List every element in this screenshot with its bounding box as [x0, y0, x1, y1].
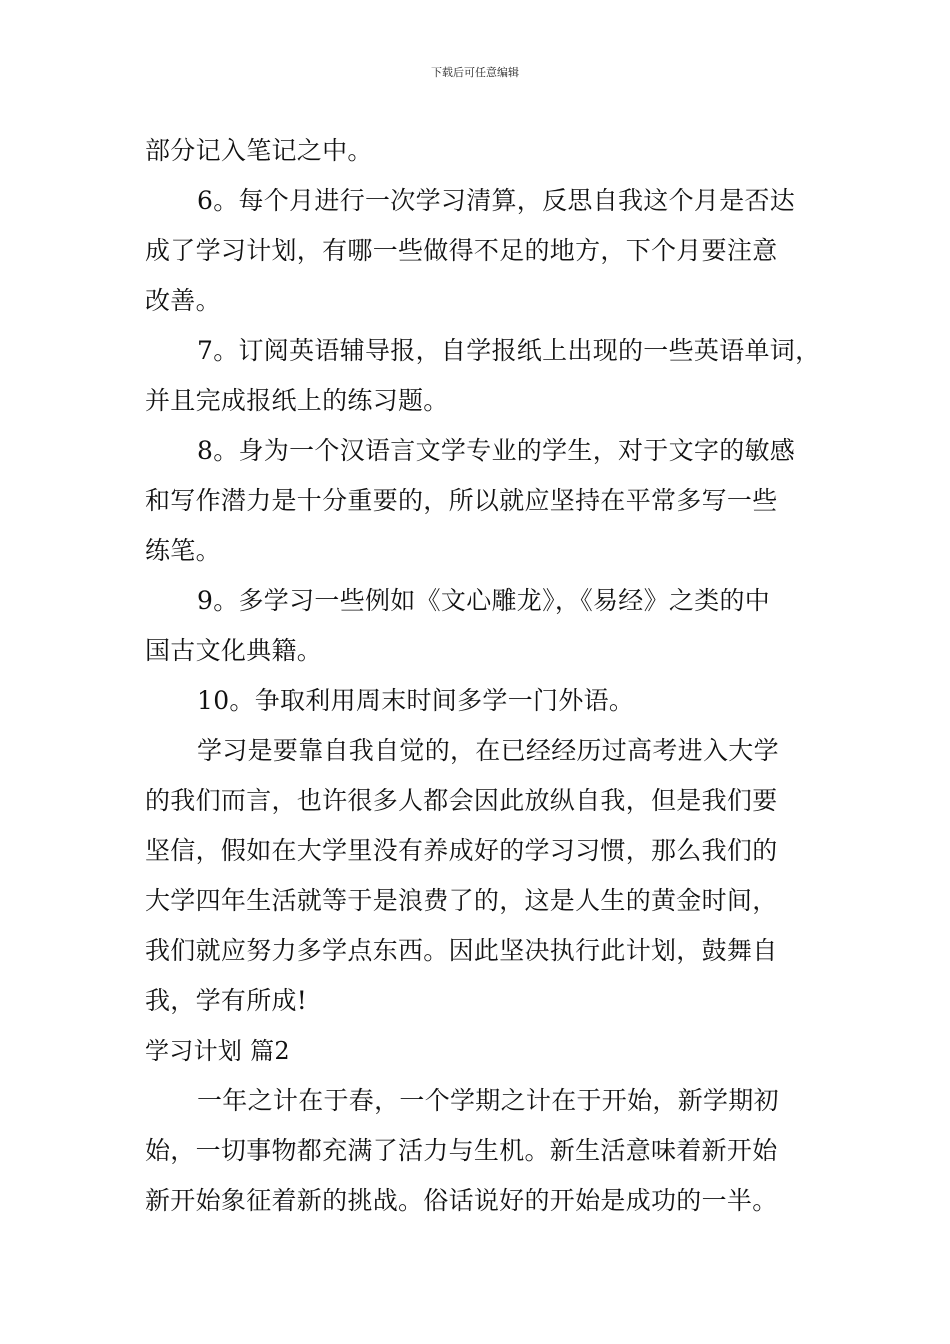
text-line: 和写作潜力是十分重要的，所以就应坚持在平常多写一些	[145, 486, 778, 515]
text-line: 一年之计在于春，一个学期之计在于开始，新学期初	[197, 1086, 779, 1115]
text-line: 9。多学习一些例如《文心雕龙》，《易经》之类的中	[197, 586, 771, 615]
page-header: 下载后可任意编辑	[431, 66, 519, 79]
text-line: 10。争取利用周末时间多学一门外语。	[197, 686, 635, 715]
text-line: 部分记入笔记之中。	[145, 136, 373, 165]
text-line: 国古文化典籍。	[145, 636, 323, 665]
text-line: 6。每个月进行一次学习清算，反思自我这个月是否达	[197, 186, 796, 215]
text-line: 8。身为一个汉语言文学专业的学生，对于文字的敏感	[197, 436, 796, 465]
text-line: 我们就应努力多学点东西。因此坚决执行此计划，鼓舞自	[145, 936, 778, 965]
document-body	[145, 126, 821, 1226]
text-line: 始，一切事物都充满了活力与生机。新生活意味着新开始	[145, 1136, 778, 1165]
text-line: 我，学有所成!	[145, 986, 308, 1015]
text-line: 改善。	[145, 286, 221, 315]
text-line: 成了学习计划，有哪一些做得不足的地方，下个月要注意	[145, 236, 778, 265]
text-line: 大学四年生活就等于是浪费了的，这是人生的黄金时间，	[145, 886, 778, 915]
text-line: 7。订阅英语辅导报，自学报纸上出现的一些英语单词，	[197, 336, 821, 365]
text-line: 学习是要靠自我自觉的，在已经经历过高考进入大学	[197, 736, 779, 765]
text-line: 新开始象征着新的挑战。俗话说好的开始是成功的一半。	[145, 1186, 778, 1215]
section-heading: 学习计划 篇2	[145, 1037, 290, 1065]
text-line: 练笔。	[145, 536, 221, 565]
text-line: 的我们而言，也许很多人都会因此放纵自我，但是我们要	[145, 786, 778, 815]
text-line: 坚信，假如在大学里没有养成好的学习习惯，那么我们的	[145, 836, 778, 865]
text-line: 并且完成报纸上的练习题。	[145, 386, 449, 415]
